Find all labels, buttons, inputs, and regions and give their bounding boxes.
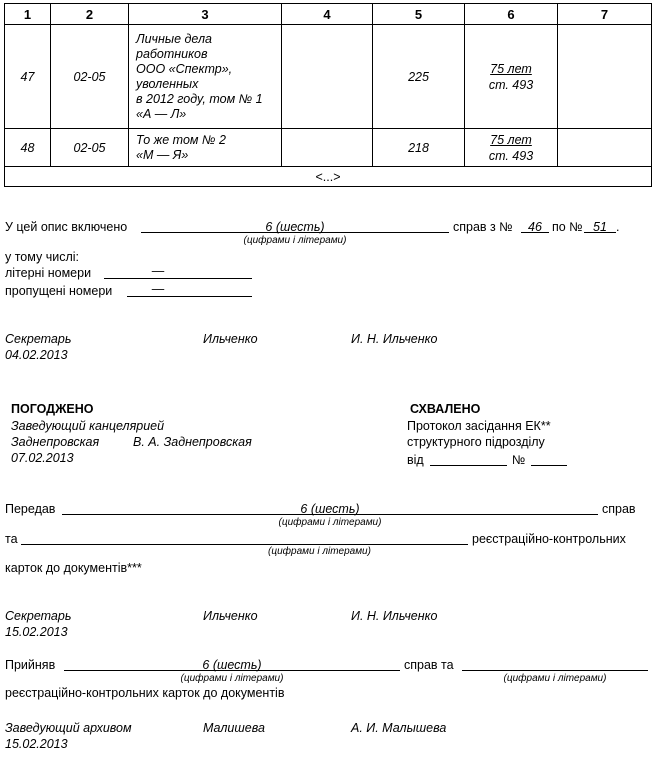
secretary-name: И. Н. Ильченко bbox=[351, 332, 438, 346]
summary-mid: справ з № bbox=[453, 220, 513, 234]
approved-from-label: від bbox=[407, 453, 424, 467]
term-article: ст. 493 bbox=[488, 148, 534, 163]
row-term bbox=[465, 129, 558, 167]
term-article: ст. 493 bbox=[488, 77, 534, 92]
title-line: уволенных bbox=[136, 76, 199, 91]
approved-line2: структурного підрозділу bbox=[407, 435, 545, 449]
column-header: 2 bbox=[51, 4, 129, 25]
secretary-signature: Ильченко bbox=[203, 332, 258, 346]
inventory-table bbox=[4, 3, 652, 187]
approved-date-line bbox=[430, 465, 507, 466]
agreed-name: В. А. Заднепровская bbox=[133, 435, 252, 449]
agreed-signature: Заднепровская bbox=[11, 435, 100, 449]
accepted-mid: справ та bbox=[404, 658, 454, 672]
row-col4 bbox=[282, 25, 373, 129]
approved-heading: СХВАЛЕНО bbox=[410, 402, 481, 416]
title-line: в 2012 году, том № 1 bbox=[136, 91, 263, 106]
missed-numbers-value: — bbox=[151, 282, 165, 296]
table-row bbox=[5, 25, 652, 129]
row-note bbox=[558, 129, 652, 167]
archive-head-position: Заведующий архивом bbox=[5, 721, 132, 735]
archive-head-date: 15.02.2013 bbox=[5, 737, 68, 751]
transfer-cards-line bbox=[21, 544, 468, 545]
row-term bbox=[465, 25, 558, 129]
table-header-row bbox=[5, 4, 652, 25]
row-note bbox=[558, 25, 652, 129]
continuation-row bbox=[5, 167, 652, 187]
transfer-cards-hint: (цифрами і літерами) bbox=[268, 546, 371, 557]
transfer-and: та bbox=[5, 532, 18, 546]
column-header: 6 bbox=[465, 4, 558, 25]
column-header: 3 bbox=[129, 4, 282, 25]
summary-hint: (цифрами і літерами) bbox=[243, 235, 347, 246]
accepted-count: 6 (шесть) bbox=[202, 658, 262, 672]
row-number: 48 bbox=[5, 129, 51, 167]
table-row bbox=[5, 129, 652, 167]
summary-prefix: У цей опис включено bbox=[5, 220, 128, 234]
transfer-hint: (цифрами і літерами) bbox=[278, 517, 382, 528]
agreed-position: Заведующий канцелярией bbox=[11, 419, 165, 433]
accepted-line2: реєстраційно-контрольних карток до документів bbox=[5, 686, 285, 700]
missed-numbers-line bbox=[127, 296, 252, 297]
column-header: 4 bbox=[282, 4, 373, 25]
secretary-name: И. Н. Ильченко bbox=[351, 609, 438, 623]
accepted-hint: (цифрами і літерами) bbox=[180, 673, 284, 684]
secretary-position: Секретарь bbox=[5, 332, 72, 346]
title-line: «М — Я» bbox=[136, 147, 189, 162]
column-header: 5 bbox=[373, 4, 465, 25]
title-line: «А — Л» bbox=[136, 106, 187, 121]
summary-to-label: по № bbox=[552, 220, 583, 234]
row-title bbox=[129, 25, 282, 129]
approved-no-label: № bbox=[512, 453, 526, 467]
transfer-label: Передав bbox=[5, 502, 56, 516]
column-header: 1 bbox=[5, 4, 51, 25]
transfer-cards-suffix: реєстраційно-контрольних bbox=[472, 532, 626, 546]
row-index: 02-05 bbox=[51, 129, 129, 167]
summary-to: 51 bbox=[593, 220, 607, 234]
approved-number-line bbox=[531, 465, 567, 466]
title-line: ООО «Спектр», bbox=[136, 61, 233, 76]
term-period: 75 лет bbox=[490, 132, 532, 147]
agreed-heading: ПОГОДЖЕНО bbox=[11, 402, 94, 416]
transfer-suffix: справ bbox=[602, 502, 636, 516]
secretary-position: Секретарь bbox=[5, 609, 72, 623]
title-line: работников bbox=[136, 46, 208, 61]
transfer-cards-line2: карток до документів*** bbox=[5, 561, 142, 575]
column-header: 7 bbox=[558, 4, 652, 25]
row-sheets: 225 bbox=[373, 25, 465, 129]
summary-end: . bbox=[616, 220, 620, 234]
summary-count: 6 (шесть) bbox=[265, 220, 325, 234]
accepted-cards-hint: (цифрами і літерами) bbox=[503, 673, 607, 684]
including-label: у тому числі: bbox=[5, 250, 80, 264]
letter-numbers-line bbox=[104, 278, 252, 279]
row-sheets: 218 bbox=[373, 129, 465, 167]
summary-from: 46 bbox=[528, 220, 542, 234]
letter-numbers-label: літерні номери bbox=[5, 266, 92, 280]
title-line: То же том № 2 bbox=[136, 132, 226, 147]
row-number: 47 bbox=[5, 25, 51, 129]
secretary-date: 04.02.2013 bbox=[5, 348, 68, 362]
row-title bbox=[129, 129, 282, 167]
accepted-label: Прийняв bbox=[5, 658, 56, 672]
secretary-date: 15.02.2013 bbox=[5, 625, 68, 639]
secretary-signature: Ильченко bbox=[203, 609, 258, 623]
letter-numbers-value: — bbox=[151, 264, 165, 278]
archive-head-name: А. И. Малышева bbox=[351, 721, 447, 735]
accepted-cards-line bbox=[462, 670, 648, 671]
title-line: Личные дела bbox=[136, 31, 212, 46]
row-index: 02-05 bbox=[51, 25, 129, 129]
approved-line1: Протокол засідання ЕК** bbox=[407, 419, 551, 433]
transfer-count: 6 (шесть) bbox=[300, 502, 360, 516]
term-period: 75 лет bbox=[490, 61, 532, 76]
agreed-date: 07.02.2013 bbox=[11, 451, 74, 465]
continuation-mark: <...> bbox=[5, 167, 652, 187]
archive-head-signature: Малишева bbox=[203, 721, 265, 735]
row-col4 bbox=[282, 129, 373, 167]
missed-numbers-label: пропущені номери bbox=[5, 284, 113, 298]
